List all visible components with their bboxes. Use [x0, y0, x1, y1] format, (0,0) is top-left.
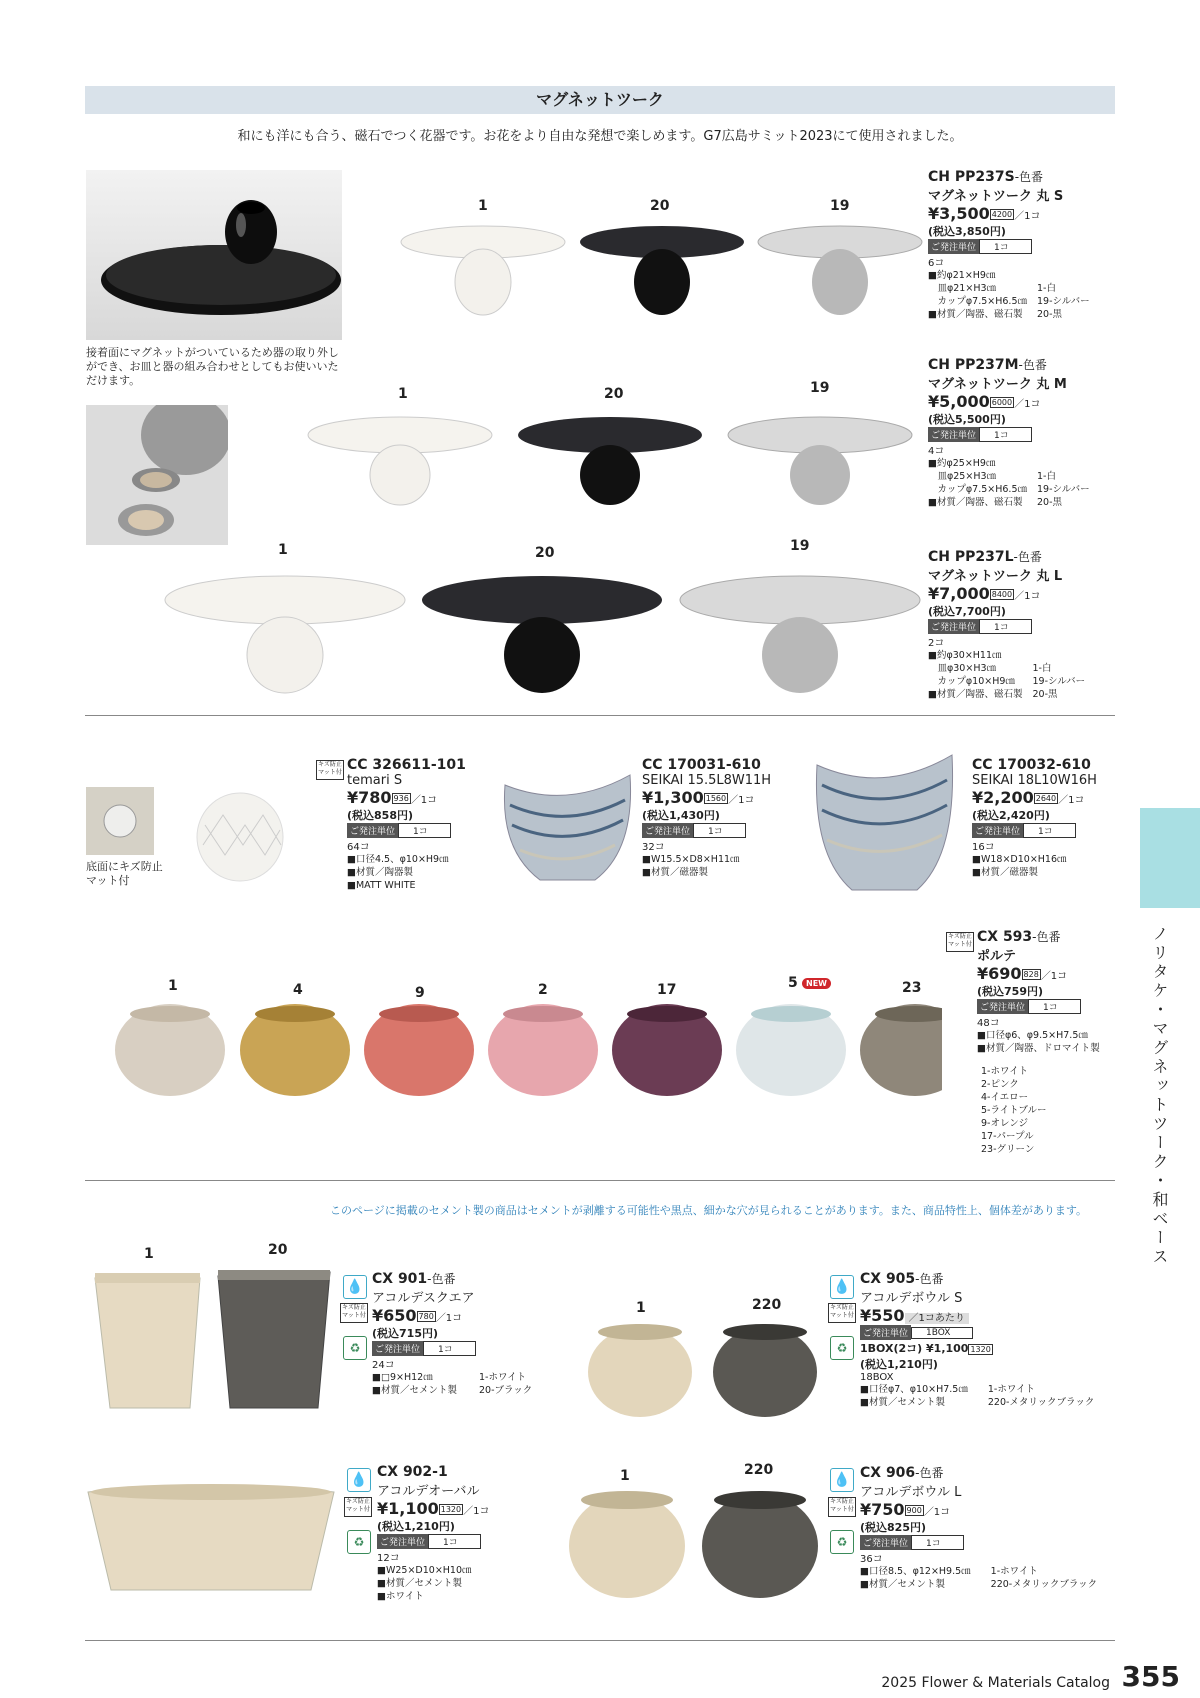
color-list: 1-白 19-シルバー 20-黒	[1037, 283, 1090, 320]
temari-image	[195, 785, 285, 885]
cx905-label-220: 220	[752, 1297, 782, 1313]
color-list: 1-ホワイト 2-ピンク 4-イエロー 5-ライトブルー 9-オレンジ 17-パープル 23-グリーン	[981, 1066, 1047, 1155]
product-spec: ■約φ25×H9㎝ 皿φ25×H3㎝ カップφ7.5×H6.5㎝ ■材質／陶器、磁石製	[928, 458, 1027, 508]
cx901-images	[90, 1268, 340, 1413]
product-cx906: CX 906-色番 アコルデボウル L ¥750 900 ／1コ (税込825円) ご発注単位 1コ 36コ ■口径8.5、φ12×H9.5㎝ ■材質／セメント製 1-ホワイト 220-メタリックブラック	[860, 1465, 1098, 1590]
porte-images	[112, 1000, 942, 1100]
order-unit: ご発注単位 1コ	[928, 619, 1085, 634]
product-name: マグネットツーク 丸 M	[928, 377, 1067, 392]
order-unit: ご発注単位 1コ	[928, 427, 1090, 442]
anti-scratch-mat-icon: キズ防止マット付	[344, 1497, 372, 1517]
cx906-images	[565, 1486, 825, 1601]
anti-scratch-mat-icon: キズ防止マット付	[316, 760, 344, 780]
pp237m-label-20: 20	[604, 386, 624, 402]
seikai-15-image	[500, 770, 635, 885]
magnet-note: 接着面にマグネットがついているため器の取り外しができ、お皿と器の組み合わせとしてもお使いいただけます。	[86, 346, 339, 387]
product-tax-price: (税込3,850円)	[928, 225, 1006, 238]
seikai-18-image	[812, 745, 957, 895]
anti-scratch-mat-icon: キズ防止マット付	[828, 1303, 856, 1323]
product-name: マグネットツーク 丸 L	[928, 569, 1063, 584]
pp237l-images	[160, 565, 930, 695]
product-code: CH PP237S-色番	[928, 169, 1044, 185]
eco-material-icon: ♻	[830, 1530, 854, 1554]
color-list: 1-白 19-シルバー 20-黒	[1032, 663, 1086, 700]
product-spec: ■約φ21×H9㎝ 皿φ21×H3㎝ カップφ7.5×H6.5㎝ ■材質／陶器、磁石製	[928, 270, 1027, 320]
product-pp237l	[928, 548, 1085, 701]
product-cx905: CX 905-色番 アコルデボウル S ¥550 ／1コあたり ご発注単位 1BOX 1BOX(2コ) ¥1,100 1320 (税込1,210円) 18BOX ■口径φ7、φ10×H7.5㎝ ■材質／セメント製 1-ホワイト 220-メタリックブラック	[860, 1271, 1095, 1408]
pp237l-label-1: 1	[278, 542, 288, 558]
product-price: ¥3,500 4200 ／1コ	[928, 204, 1041, 223]
side-tab-label: ノリタケ・マグネットツーク・和ベース	[1150, 925, 1169, 1267]
catalog-name: 2025 Flower & Materials Catalog	[881, 1675, 1110, 1691]
case-qty: 2コ	[928, 638, 945, 649]
eco-material-icon: ♻	[343, 1336, 367, 1360]
anti-scratch-mat-icon: キズ防止マット付	[340, 1303, 368, 1323]
pp237l-label-20: 20	[535, 545, 555, 561]
cx906-label-1: 1	[620, 1468, 630, 1484]
product-cx901: CX 901-色番 アコルデスクエア ¥650 780 ／1コ (税込715円) ご発注単位 1コ 24コ ■□9×H12㎝ ■材質／セメント製 1-ホワイト 20-ブラック	[372, 1271, 533, 1396]
product-code: CH PP237L-色番	[928, 549, 1042, 565]
product-porte: CX 593-色番 ポルテ ¥690 828 ／1コ (税込759円) ご発注単位 1コ 48コ ■口径φ6、φ9.5×H7.5㎝ ■材質／陶器、ドロマイト製 1-ホワイト 2-ピンク 4-イエロー 5-ライトブルー 9-オレンジ 17-パープル 23-グリーン	[977, 929, 1100, 1155]
eco-material-icon: ♻	[347, 1530, 371, 1554]
color-list: 1-白 19-シルバー 20-黒	[1037, 471, 1090, 508]
product-seikai-18: CC 170032-610 SEIKAI 18L10W16H ¥2,200 2640 ／1コ (税込2,420円) ご発注単位 1コ 16コ ■W18×D10×H16㎝ ■材質／磁器製	[972, 757, 1097, 878]
pp237l-label-19: 19	[790, 538, 810, 554]
porte-label: 4	[293, 982, 303, 998]
anti-scratch-mat-icon: キズ防止マット付	[946, 932, 974, 952]
product-price: ¥7,000 8400 ／1コ	[928, 584, 1041, 603]
product-seikai-15: CC 170031-610 SEIKAI 15.5L8W11H ¥1,300 1560 ／1コ (税込1,430円) ご発注単位 1コ 32コ ■W15.5×D8×H11㎝ ■材質／磁器製	[642, 757, 772, 878]
mat-note: 底面にキズ防止マット付	[86, 860, 163, 887]
product-temari: CC 326611-101 temari S ¥780 936 ／1コ (税込858円) ご発注単位 1コ 64コ ■口径4.5、φ10×H9㎝ ■材質／陶器製 ■MATT WHITE	[347, 757, 466, 891]
plate-white	[401, 226, 565, 315]
eco-material-icon: ♻	[830, 1336, 854, 1360]
porte-label: 2	[538, 982, 548, 998]
porte-label: 9	[415, 985, 425, 1001]
water-drop-icon: 💧	[830, 1468, 854, 1492]
cx905-images	[585, 1320, 825, 1420]
pp237s-label-1: 1	[478, 198, 488, 214]
porte-label: 17	[657, 982, 677, 998]
product-code: CH PP237M-色番	[928, 357, 1047, 373]
porte-label: 5	[788, 975, 798, 991]
anti-scratch-mat-icon: キズ防止マット付	[828, 1497, 856, 1517]
pp237m-images	[305, 400, 925, 510]
divider	[85, 1180, 1115, 1181]
porte-label: 1	[168, 978, 178, 994]
product-name: マグネットツーク 丸 S	[928, 189, 1064, 204]
porte-label: 23	[902, 980, 922, 996]
cx901-label-1: 1	[144, 1246, 154, 1262]
water-drop-icon: 💧	[343, 1275, 367, 1299]
mat-photo	[86, 787, 154, 855]
pp237m-label-19: 19	[810, 380, 830, 396]
order-unit: ご発注単位 1コ	[928, 239, 1090, 254]
page-number: 355	[1121, 1660, 1180, 1693]
case-qty: 4コ	[928, 446, 945, 457]
divider	[85, 1640, 1115, 1641]
cx902-image	[86, 1480, 336, 1595]
new-badge: NEW	[802, 978, 831, 989]
side-tab-color	[1140, 808, 1200, 908]
product-cx902: CX 902-1 アコルデオーバル ¥1,100 1320 ／1コ (税込1,210円) ご発注単位 1コ 12コ ■W25×D10×H10㎝ ■材質／セメント製 ■ホワイト	[377, 1464, 490, 1602]
product-pp237m	[928, 356, 1090, 509]
pp237m-label-1: 1	[398, 386, 408, 402]
case-qty: 6コ	[928, 258, 945, 269]
cx905-label-1: 1	[636, 1300, 646, 1316]
cement-note: このページに掲載のセメント製の商品はセメントが剥離する可能性や黒点、細かな穴が見られることがあります。また、商品特性上、個体差があります。	[330, 1204, 1088, 1217]
cx901-label-20: 20	[268, 1242, 288, 1258]
product-price: ¥5,000 6000 ／1コ	[928, 392, 1041, 411]
pp237s-label-20: 20	[650, 198, 670, 214]
magnet-set-photo	[86, 170, 342, 340]
water-drop-icon: 💧	[347, 1468, 371, 1492]
product-spec: ■約φ30×H11㎝ 皿φ30×H3㎝ カップφ10×H9㎝ ■材質／陶器、磁石製	[928, 650, 1023, 700]
water-drop-icon: 💧	[830, 1275, 854, 1299]
plate-black	[580, 226, 744, 315]
section-intro: 和にも洋にも合う、磁石でつく花器です。お花をより自由な発想で楽しめます。G7広島サミット2023にて使用されました。	[237, 129, 963, 144]
divider	[85, 715, 1115, 716]
magnet-detail-photo	[86, 405, 228, 545]
product-tax-price: (税込7,700円)	[928, 605, 1006, 618]
section-title: マグネットツーク	[85, 86, 1115, 114]
product-pp237s	[928, 168, 1090, 321]
product-tax-price: (税込5,500円)	[928, 413, 1006, 426]
pp237s-label-19: 19	[830, 198, 850, 214]
plate-silver	[758, 226, 922, 315]
pp237s-images	[395, 205, 925, 320]
cx906-label-220: 220	[744, 1462, 774, 1478]
